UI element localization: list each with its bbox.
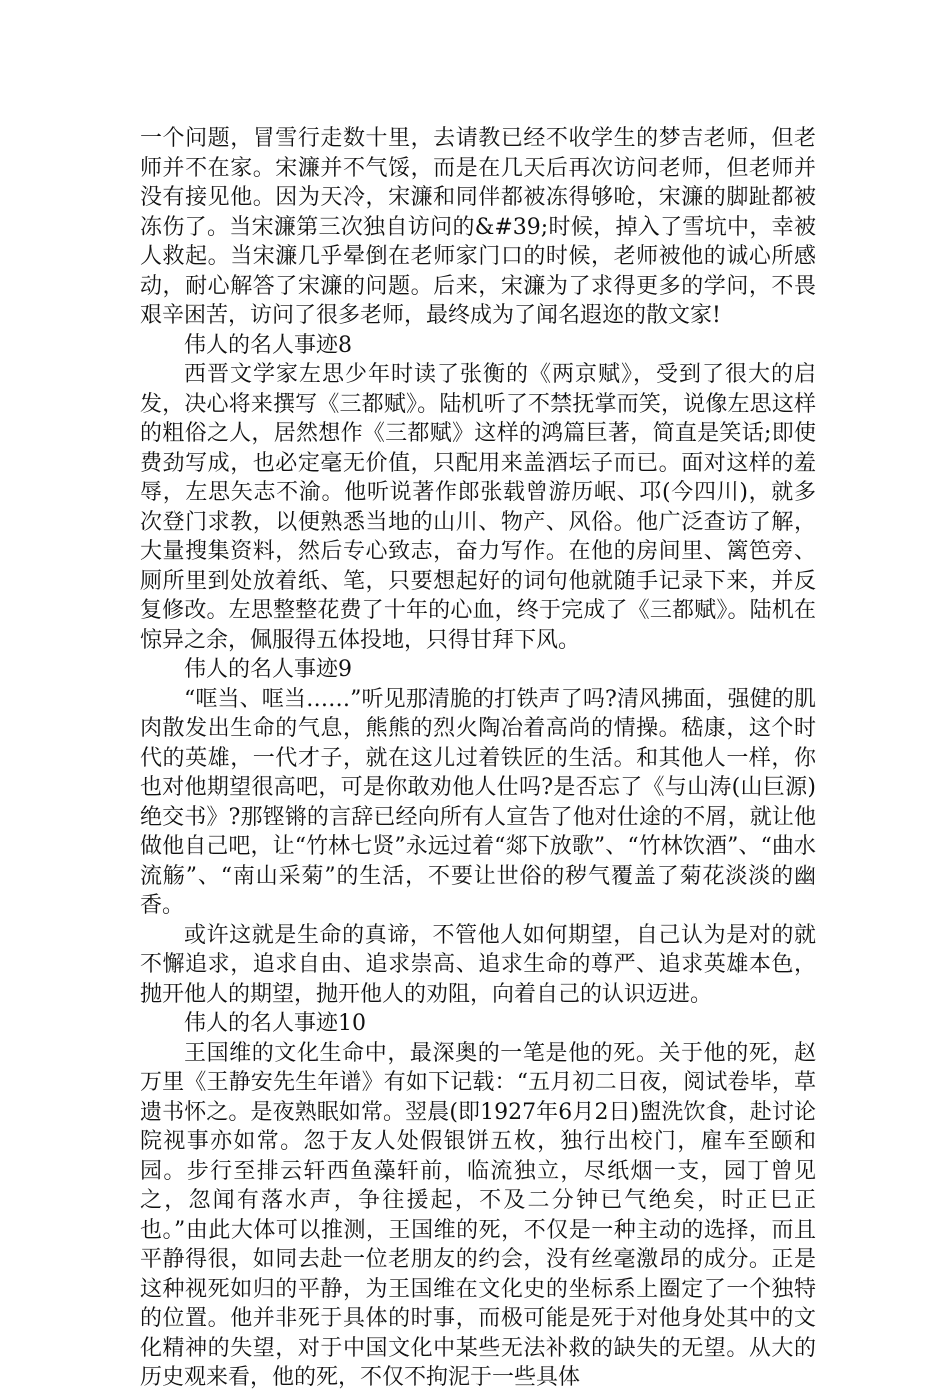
paragraph-story-10: 王国维的文化生命中，最深奥的一笔是他的死。关于他的死，赵万里《王静安先生年谱》有如下记载：“五月初二日夜，阅试卷毕，草遗书怀之。是夜熟眠如常。翌晨(即1927年6月2日)盥洗饮食，赴讨论院视事亦如常。忽于友人处假银饼五枚，独行出校门，雇车至颐和园。步行至排云轩西鱼藻轩前，临流独立，尽纸烟一支，园丁曾见之，忽闻有落水声，争往援起，不及二分钟已气绝矣，时正巳正也。”由此大体可以推测，王国维的死，不仅是一种主动的选择，而且平静得很，如同去赴一位老朋友的约会，没有丝毫激昂的成分。正是这种视死如归的平静，为王国维在文化史的坐标系上圈定了一个独特的位置。他并非死于具体的时事，而极可能是死于对他身处其中的文化精神的失望，对于中国文化中某些无法补救的缺失的无望。从大的历史观来看，他的死，不仅不拘泥于一些具体 <box>140 1040 816 1390</box>
paragraph-story-9a: “哐当、哐当……”听见那清脆的打铁声了吗?清风拂面，强健的肌肉散发出生命的气息，熊熊的烈火陶冶着高尚的情操。嵇康，这个时代的英雄，一代才子，就在这儿过着铁匠的生活。和其他人一样，你也对他期望很高吧，可是你敢劝他人仕吗?是否忘了《与山涛(山巨源)绝交书》?那铿锵的言辞已经向所有人宣告了他对仕途的不屑，就让他做他自己吧，让“竹林七贤”永远过着“郯下放歌”、“竹林饮酒”、“曲水流觞”、“南山采菊”的生活，不要让世俗的秽气覆盖了菊花淡淡的幽香。 <box>140 686 816 918</box>
document-body <box>140 124 816 1393</box>
paragraph-story-8: 西晋文学家左思少年时读了张衡的《两京赋》，受到了很大的启发，决心将来撰写《三都赋》。陆机听了不禁抚掌而笑，说像左思这样的粗俗之人，居然想作《三都赋》这样的鸿篇巨著，简直是笑话;即使费劲写成，也必定毫无价值，只配用来盖酒坛子而已。面对这样的羞辱，左思矢志不渝。他听说著作郎张载曾游历岷、邛(今四川)，就多次登门求教，以便熟悉当地的山川、物产、风俗。他广泛查访了解，大量搜集资料，然后专心致志，奋力写作。在他的房间里、篱笆旁、厕所里到处放着纸、笔，只要想起好的词句他就随手记录下来，并反复修改。左思整整花费了十年的心血，终于完成了《三都赋》。陆机在惊异之余，佩服得五体投地，只得甘拜下风。 <box>140 362 816 653</box>
paragraph-story-9b: 或许这就是生命的真谛，不管他人如何期望，自己认为是对的就不懈追求，追求自由、追求崇高、追求生命的尊严、追求英雄本色，抛开他人的期望，抛开他人的劝阻，向着自己的认识迈进。 <box>140 922 816 1007</box>
section-heading-8: 伟人的名人事迹8 <box>184 332 352 358</box>
section-heading-10: 伟人的名人事迹10 <box>184 1011 366 1036</box>
section-heading-9: 伟人的名人事迹9 <box>184 657 352 682</box>
paragraph-continuation: 一个问题，冒雪行走数十里，去请教已经不收学生的梦吉老师，但老师并不在家。宋濂并不气馁，而是在几天后再次访问老师，但老师并没有接见他。因为天冷，宋濂和同伴都被冻得够呛，宋濂的脚趾都被冻伤了。当宋濂第三次独自访问的&#39;时候，掉入了雪坑中，幸被人救起。当宋濂几乎晕倒在老师家门口的时候，老师被他的诚心所感动，耐心解答了宋濂的问题。后来，宋濂为了求得更多的学问，不畏艰辛困苦，访问了很多老师，最终成为了闻名遐迩的散文家! <box>140 126 816 328</box>
